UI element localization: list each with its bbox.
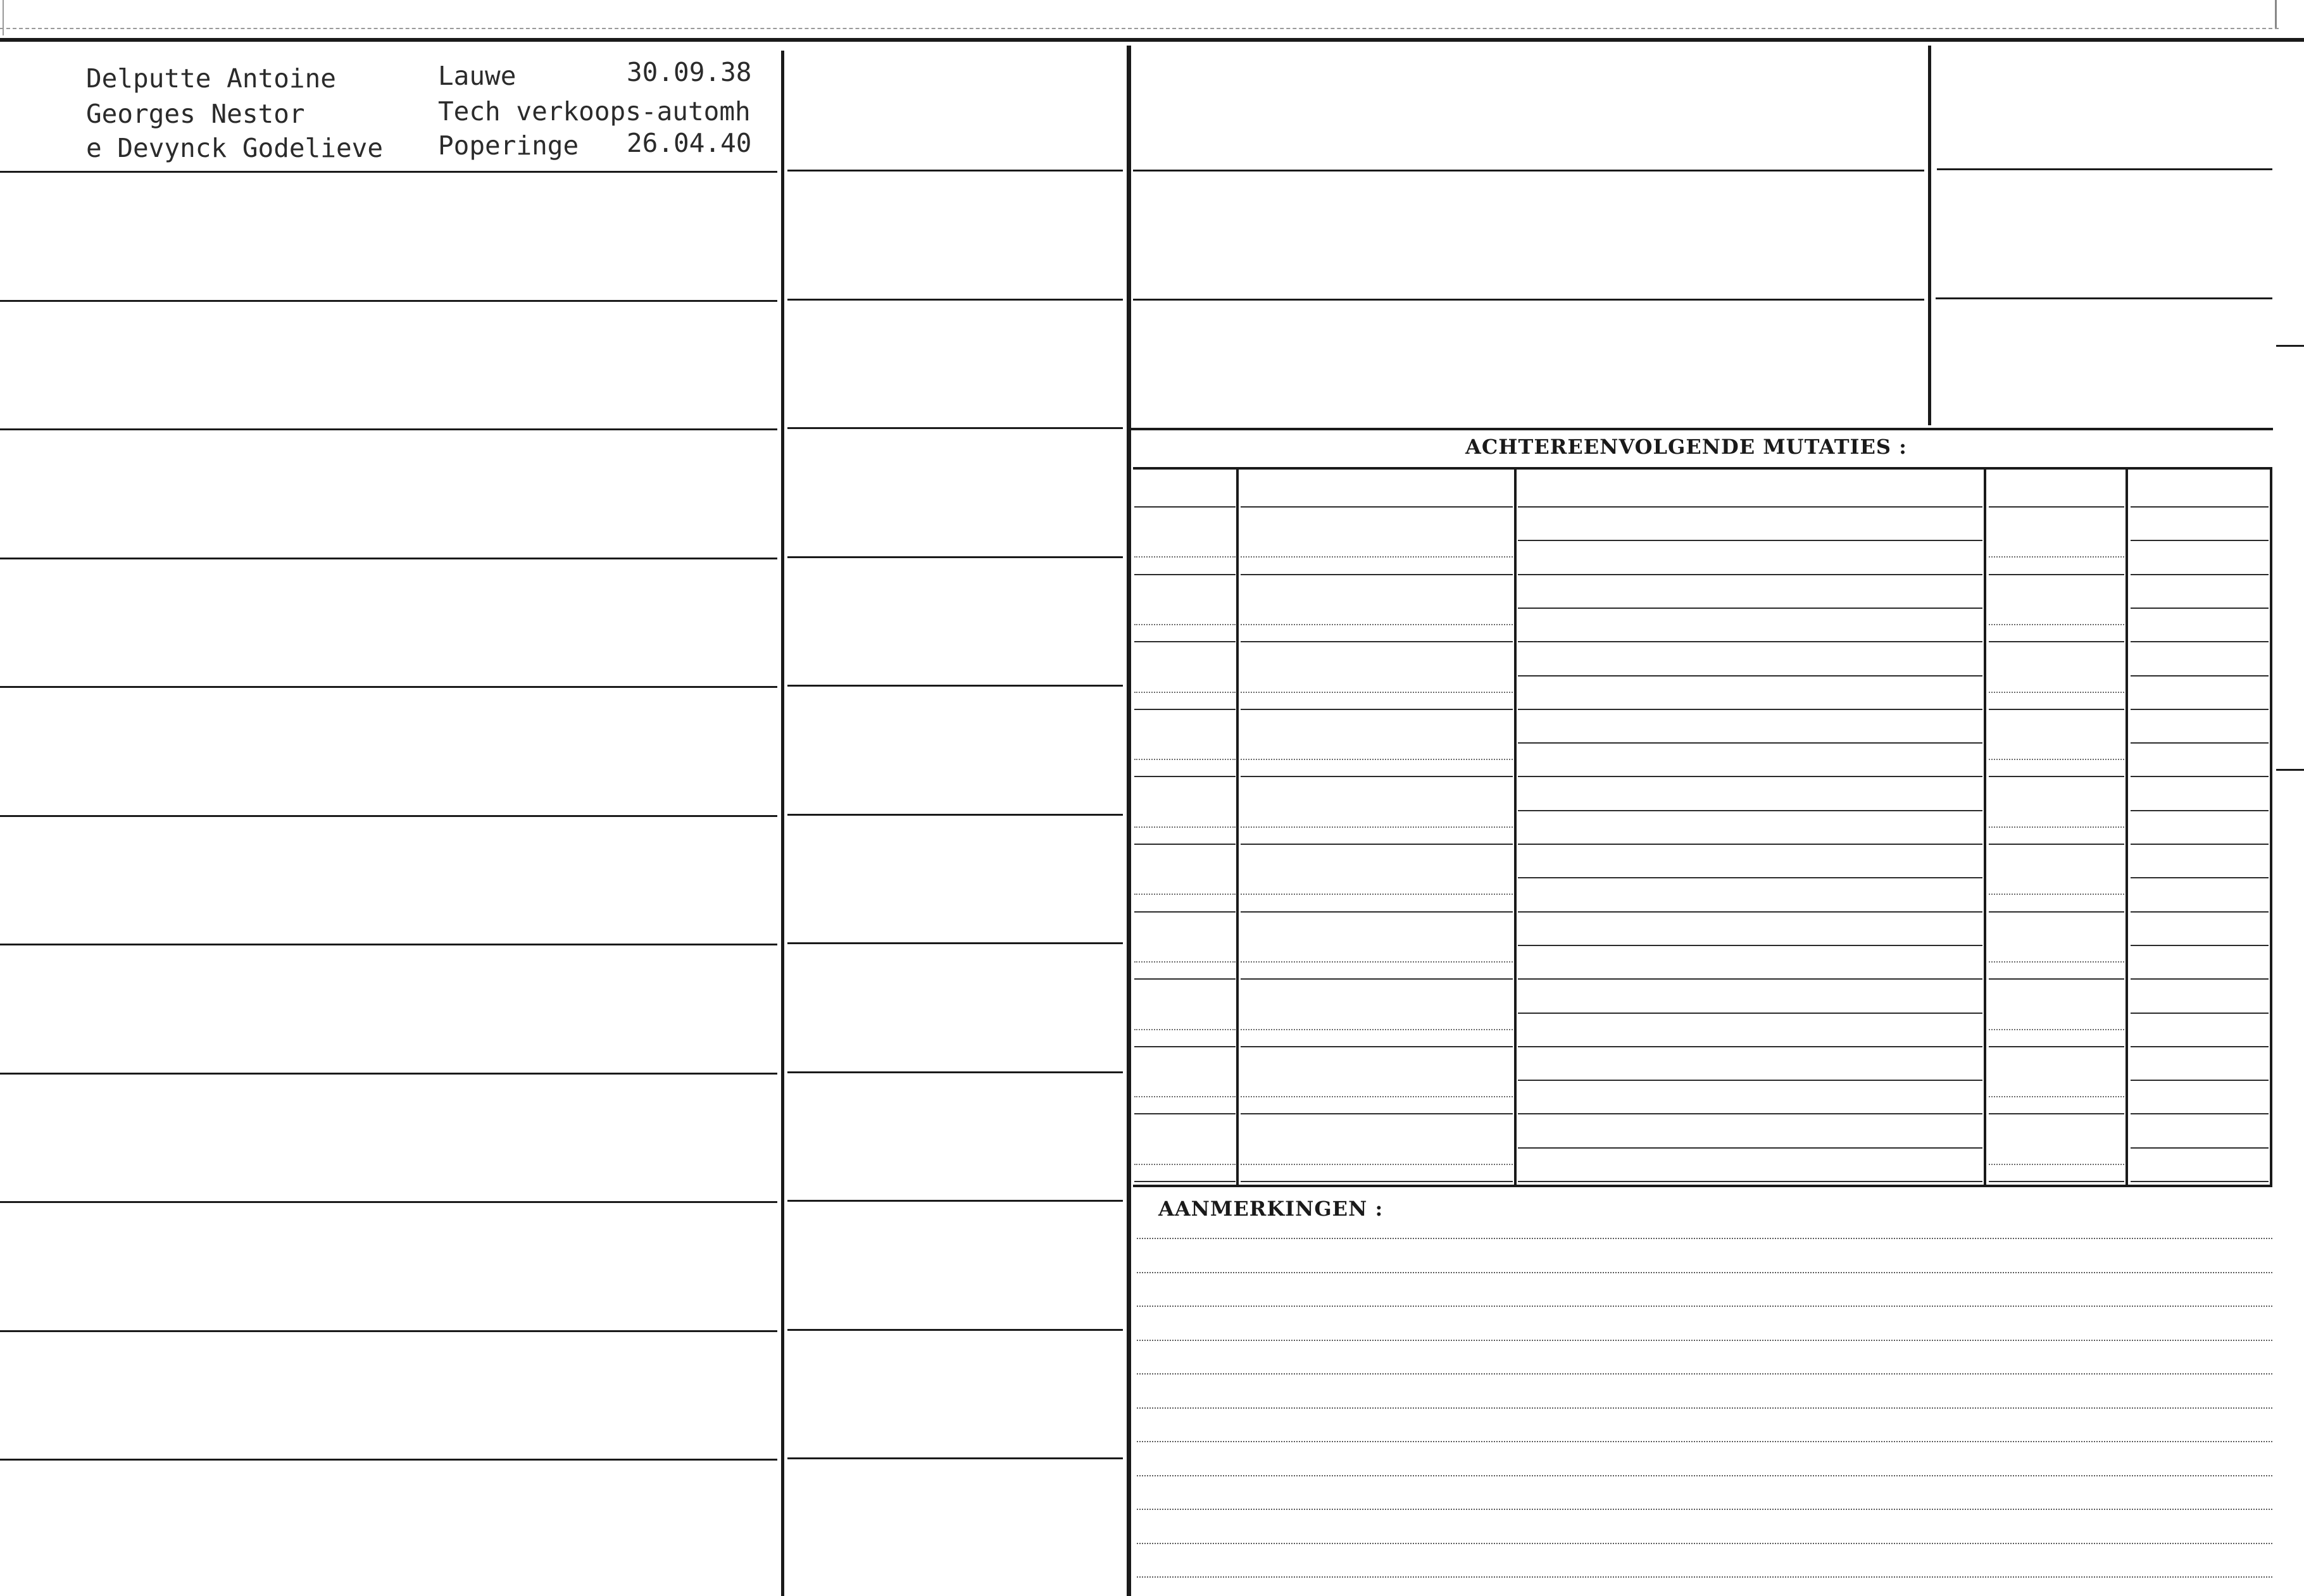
remarks-line — [1137, 1407, 2272, 1409]
divider-right-top-box — [1928, 46, 1931, 425]
mutations-row-rule — [1134, 911, 1236, 913]
mutations-row-rule — [1134, 1096, 1236, 1097]
mutations-row-rule — [1989, 759, 2124, 760]
mutations-row-rule — [1134, 844, 1236, 845]
mutations-row-rule — [1241, 709, 1513, 710]
mutations-row-rule — [1241, 506, 1513, 508]
mutations-row-rule — [2131, 776, 2269, 777]
spouse-birth-date: 26.04.40 — [627, 128, 752, 158]
mutations-row-rule — [1518, 978, 1982, 980]
mutations-row-rule — [1518, 675, 1982, 676]
remarks-line — [1137, 1576, 2272, 1578]
mutations-row-rule — [1241, 776, 1513, 777]
mutations-row-rule — [2131, 608, 2269, 609]
mutations-row-rule — [1518, 1147, 1982, 1149]
mutations-row-rule — [2131, 506, 2269, 508]
mutations-row-rule — [1518, 1080, 1982, 1081]
left-row-rule-mid — [787, 556, 1123, 558]
mutations-row-rule — [1989, 1029, 2124, 1030]
mutations-row-rule — [1241, 911, 1513, 913]
left-row-rule-mid — [787, 814, 1123, 816]
mutations-row-rule — [1989, 776, 2124, 777]
mutations-row-rule — [1134, 506, 1236, 508]
mutations-row-rule — [1989, 1164, 2124, 1165]
mutations-row-rule — [1241, 641, 1513, 642]
remarks-line — [1137, 1238, 2272, 1239]
name-line-1: Delputte Antoine — [86, 63, 336, 94]
remarks-heading: AANMERKINGEN : — [1158, 1197, 1384, 1221]
mutations-row-rule — [1989, 506, 2124, 508]
mutations-row-rule — [1241, 1164, 1513, 1165]
mutations-row-rule — [2131, 1181, 2269, 1182]
mutations-row-rule — [1989, 1096, 2124, 1097]
mutations-row-rule — [2131, 709, 2269, 710]
mutations-row-rule — [1518, 945, 1982, 946]
mutations-row-rule — [1518, 877, 1982, 878]
remarks-line — [1137, 1543, 2272, 1544]
mutations-row-rule — [1989, 844, 2124, 845]
left-row-rule-mid — [787, 942, 1123, 944]
mutations-row-rule — [2131, 540, 2269, 541]
mutations-col-4 — [2126, 470, 2128, 1187]
mutations-row-rule — [1518, 844, 1982, 845]
left-row-rule — [0, 1459, 777, 1461]
mutations-row-rule — [2131, 844, 2269, 845]
mutations-row-rule — [1134, 1164, 1236, 1165]
mutations-row-rule — [1134, 961, 1236, 963]
mutations-row-rule — [1134, 1046, 1236, 1047]
mutations-row-rule — [1241, 624, 1513, 625]
mutations-row-rule — [2131, 641, 2269, 642]
right-edge-tick-2 — [2276, 769, 2304, 771]
left-row-rule-mid — [787, 427, 1123, 429]
top-strip-line — [0, 28, 2279, 29]
remarks-line — [1137, 1441, 2272, 1442]
mutations-table-bottom — [1133, 1185, 2272, 1187]
mutations-row-rule — [1989, 692, 2124, 693]
left-row-rule — [0, 1201, 777, 1203]
mutations-row-rule — [2131, 911, 2269, 913]
mutations-row-rule — [1241, 759, 1513, 760]
mutations-row-rule — [1518, 911, 1982, 913]
mutations-row-rule — [1518, 709, 1982, 710]
right-top-rule-1a — [1133, 170, 1924, 171]
top-strip-left-edge — [3, 0, 4, 35]
mutations-row-rule — [1241, 1029, 1513, 1030]
mutations-row-rule — [1134, 759, 1236, 760]
mutations-row-rule — [1989, 1046, 2124, 1047]
mutations-row-rule — [2131, 810, 2269, 811]
left-row-rule — [0, 1073, 777, 1075]
birth-place: Lauwe — [438, 61, 517, 91]
mutations-row-rule — [1518, 776, 1982, 777]
spouse-birth-place: Poperinge — [438, 130, 579, 161]
mutations-row-rule — [2131, 945, 2269, 946]
mutations-row-rule — [1518, 1046, 1982, 1047]
mutations-row-rule — [1518, 742, 1982, 744]
mutations-row-rule — [1989, 894, 2124, 895]
left-row-rule — [0, 1330, 777, 1332]
left-row-rule — [0, 815, 777, 817]
mutations-row-rule — [1518, 1113, 1982, 1114]
mutations-row-rule — [1134, 1113, 1236, 1114]
mutations-row-rule — [1134, 641, 1236, 642]
mutations-row-rule — [1241, 894, 1513, 895]
mutations-row-rule — [1241, 844, 1513, 845]
mutations-row-rule — [1989, 574, 2124, 575]
mutations-col-5 — [2270, 470, 2272, 1187]
mutations-row-rule — [2131, 1013, 2269, 1014]
remarks-line — [1137, 1272, 2272, 1273]
mutations-top-rule — [1129, 428, 2273, 430]
left-row-rule-mid — [787, 170, 1123, 171]
birth-date: 30.09.38 — [627, 57, 752, 87]
mutations-row-rule — [2131, 978, 2269, 980]
left-row-rule-mid — [787, 1457, 1123, 1459]
remarks-line — [1137, 1373, 2272, 1375]
mutations-row-rule — [1989, 1181, 2124, 1182]
mutations-row-rule — [1134, 556, 1236, 558]
top-strip-right-edge — [2275, 0, 2277, 28]
mutations-row-rule — [1518, 641, 1982, 642]
mutations-row-rule — [1241, 1113, 1513, 1114]
mutations-row-rule — [1989, 961, 2124, 963]
divider-left-column — [781, 51, 784, 1596]
right-top-rule-1b — [1937, 168, 2272, 170]
mutations-row-rule — [1134, 574, 1236, 575]
mutations-row-rule — [1241, 692, 1513, 693]
mutations-row-rule — [1518, 574, 1982, 575]
mutations-row-rule — [1241, 574, 1513, 575]
left-row-rule-mid — [787, 299, 1123, 301]
mutations-row-rule — [1241, 961, 1513, 963]
mutations-row-rule — [2131, 1113, 2269, 1114]
mutations-row-rule — [1989, 1113, 2124, 1114]
top-border — [0, 38, 2304, 42]
mutations-row-rule — [1134, 1181, 1236, 1182]
remarks-line — [1137, 1306, 2272, 1307]
mutations-row-rule — [1241, 1096, 1513, 1097]
mutations-row-rule — [2131, 877, 2269, 878]
mutations-row-rule — [1989, 624, 2124, 625]
name-line-3: e Devynck Godelieve — [86, 133, 383, 163]
mutations-row-rule — [1241, 1181, 1513, 1182]
remarks-line — [1137, 1475, 2272, 1476]
name-line-2: Georges Nestor — [86, 99, 305, 129]
mutations-row-rule — [1518, 608, 1982, 609]
mutations-row-rule — [1989, 978, 2124, 980]
right-top-rule-2a — [1133, 299, 1924, 301]
mutations-heading: ACHTEREENVOLGENDE MUTATIES : — [1465, 435, 1907, 459]
mutations-row-rule — [1989, 911, 2124, 913]
mutations-row-rule — [2131, 742, 2269, 744]
left-row-rule — [0, 428, 777, 430]
mutations-row-rule — [1518, 506, 1982, 508]
mutations-row-rule — [2131, 675, 2269, 676]
mutations-row-rule — [1134, 709, 1236, 710]
mutations-row-rule — [1134, 624, 1236, 625]
mutations-row-rule — [1989, 709, 2124, 710]
mutations-row-rule — [1134, 1029, 1236, 1030]
mutations-row-rule — [2131, 574, 2269, 575]
divider-center — [1127, 46, 1131, 1596]
mutations-row-rule — [1241, 826, 1513, 828]
mutations-row-rule — [1134, 894, 1236, 895]
mutations-row-rule — [1518, 1181, 1982, 1182]
left-row-rule — [0, 171, 777, 173]
mutations-row-rule — [1241, 556, 1513, 558]
occupation: Tech verkoops-automh — [438, 96, 751, 127]
mutations-row-rule — [2131, 1080, 2269, 1081]
left-row-rule — [0, 558, 777, 559]
mutations-row-rule — [2131, 1147, 2269, 1149]
mutations-row-rule — [1989, 641, 2124, 642]
mutations-row-rule — [1518, 540, 1982, 541]
left-row-rule-mid — [787, 1071, 1123, 1073]
left-row-rule-mid — [787, 1329, 1123, 1331]
mutations-row-rule — [1134, 826, 1236, 828]
mutations-row-rule — [2131, 1046, 2269, 1047]
right-edge-tick-1 — [2276, 345, 2304, 347]
left-row-rule-mid — [787, 1200, 1123, 1202]
left-row-rule — [0, 686, 777, 688]
left-row-rule-mid — [787, 685, 1123, 687]
mutations-row-rule — [1518, 1013, 1982, 1014]
mutations-row-rule — [1241, 978, 1513, 980]
mutations-row-rule — [1518, 810, 1982, 811]
remarks-line — [1137, 1509, 2272, 1510]
mutations-row-rule — [1134, 692, 1236, 693]
mutations-row-rule — [1134, 776, 1236, 777]
mutations-row-rule — [1241, 1046, 1513, 1047]
left-row-rule — [0, 944, 777, 945]
mutations-col-1 — [1236, 470, 1239, 1187]
mutations-row-rule — [1989, 556, 2124, 558]
mutations-col-2 — [1514, 470, 1517, 1187]
remarks-line — [1137, 1340, 2272, 1341]
mutations-row-rule — [1989, 826, 2124, 828]
right-top-rule-2b — [1936, 297, 2272, 299]
mutations-table-top — [1133, 467, 2272, 470]
mutations-col-3 — [1984, 470, 1986, 1187]
mutations-row-rule — [1134, 978, 1236, 980]
left-row-rule — [0, 300, 777, 302]
